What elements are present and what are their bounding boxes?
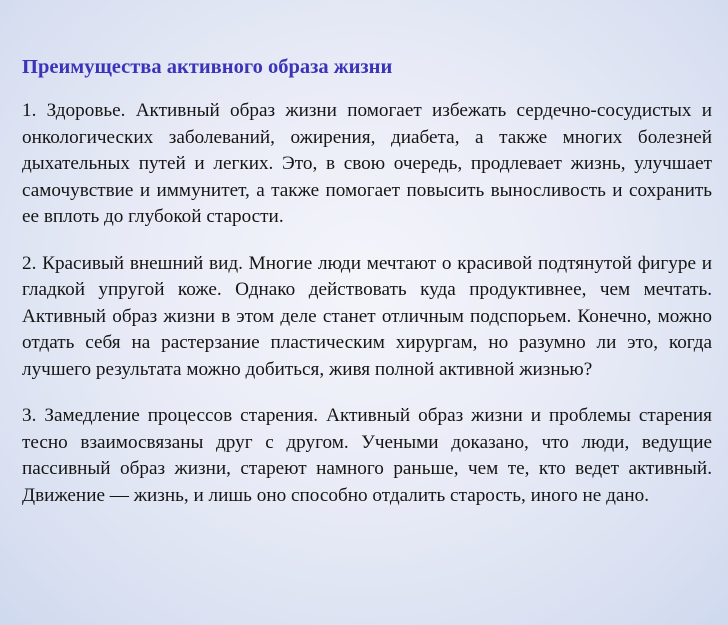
paragraph-appearance: 2. Красивый внешний вид. Многие люди мечтают о красивой подтянутой фигуре и гладкой упругой коже. Однако действовать куда продуктивнее, чем мечтать. Активный образ жизни в этом деле станет отличным подспорьем. Конечно, можно отдать себя на растерзание пластическим хирургам, но разумно ли это, когда лучшего результата можно добиться, живя полной активной жизнью? [22, 252, 712, 380]
slide-content [22, 50, 712, 529]
paragraph-health: 1. Здоровье. Активный образ жизни помогает избежать сердечно-сосудистых и онкологических заболеваний, ожирения, диабета, а также многих болезней дыхательных путей и легких. Это, в свою очередь, продлевает жизнь, улучшает самочувствие и иммунитет, а также помогает повысить выносливость и сохранить ее вплоть до глубокой старости. [22, 100, 712, 227]
page-title: Преимущества активного образа жизни [22, 56, 393, 78]
paragraph-aging: 3. Замедление процессов старения. Активный образ жизни и проблемы старения тесно взаимосвязаны друг с другом. Учеными доказано, что люди, ведущие пассивный образ жизни, стареют намного раньше, чем те, кто ведет активный. Движение — жизнь, и лишь оно способно отдалить старость, иного не дано. [22, 405, 712, 506]
